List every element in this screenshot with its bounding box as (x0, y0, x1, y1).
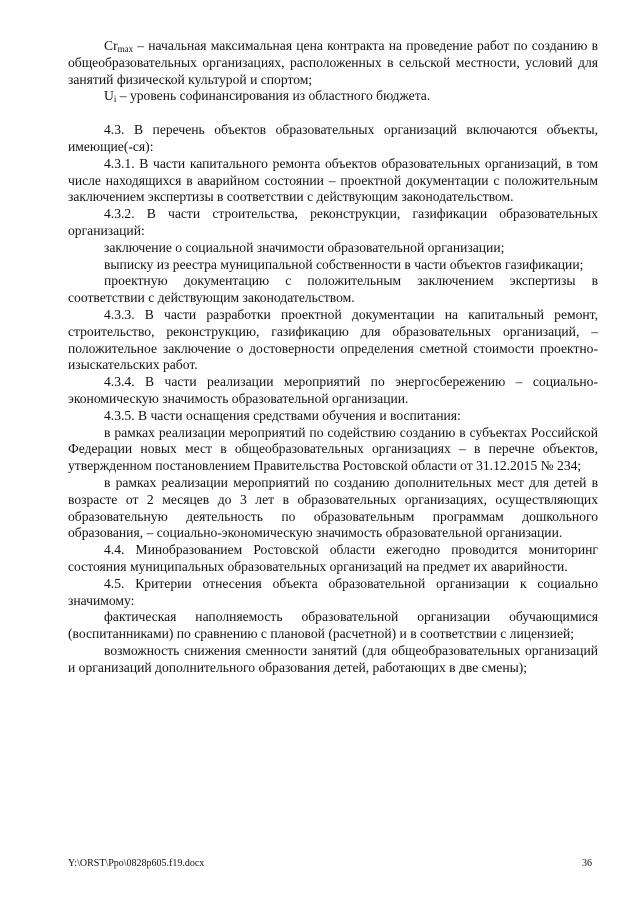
paragraph: 4.4. Минобразованием Ростовской области ежегодно проводится мониторинг состояния муниципальных образовательных организаций на предмет их аварийности. (68, 542, 598, 574)
paragraph: фактическая наполняемость образовательной организации обучающимися (воспитанниками) по сравнению с плановой (расчетной) и в соответствии с лицензией; (68, 609, 598, 642)
paragraph: проектную документацию с положительным заключением экспертизы в соответствии с действующим законодательством. (68, 273, 598, 306)
paragraph: 4.5. Критерии отнесения объекта образовательной организации к социально значимому: (68, 575, 598, 608)
paragraph-gap (68, 105, 598, 122)
paragraph: выписку из реестра муниципальной собственности в части объектов газификации; (104, 256, 584, 272)
paragraph-head: U (104, 88, 114, 104)
paragraph: 4.3.2. В части строительства, реконструкции, газификации образовательных организаций: (68, 206, 598, 238)
paragraph: в рамках реализации мероприятий по содействию созданию в субъектах Российской Федерации новых мест в общеобразовательных организациях – в перечне объектов, утвержденном постановлением Правительства Ростовской области от 31.12.2015 № 234; (68, 424, 598, 474)
footer-file-path: Y:\ORST\Ppo\0828p605.f19.docx (68, 858, 205, 869)
document-body (68, 38, 598, 676)
paragraph: 4.3.5. В части оснащения средствами обучения и воспитания: (104, 407, 461, 423)
page-footer (68, 858, 592, 870)
footer-page-number: 36 (582, 858, 592, 869)
paragraph-tail: – начальная максимальная цена контракта на проведение работ по созданию в общеобразовательных организациях, расположенных в сельской местности, условий для занятий физической культурой и спортом; (68, 38, 598, 87)
paragraph: 4.3.1. В части капитального ремонта объектов образовательных организаций, в том числе находящихся в аварийном состоянии – проектной документации с положительным заключением экспертизы в соответствии с действующим законодательством. (68, 155, 598, 205)
paragraph-head: Cr (104, 38, 118, 53)
paragraph: 4.3.3. В части разработки проектной документации на капитальный ремонт, строительство, реконструкцию, газификацию для образовательных организаций, – положительное заключение о достоверности определения сметной стоимости проектно-изыскательских работ. (68, 306, 598, 373)
paragraph (68, 88, 598, 105)
paragraph (68, 38, 598, 88)
paragraph-sub: i (113, 94, 117, 105)
paragraph: в рамках реализации мероприятий по созданию дополнительных мест для детей в возрасте от 2 месяцев до 3 лет в образовательных организациях, осуществляющих образовательную деятельность по образовательным программам дошкольного образования, – социально-экономическую значимость образовательной организации. (68, 474, 598, 541)
paragraph: 4.3.4. В части реализации мероприятий по энергосбережению – социально-экономическую значимость образовательной организации. (68, 374, 598, 406)
paragraph: возможность снижения сменности занятий (для общеобразовательных организаций и организаций дополнительного образования детей, работающих в две смены); (68, 642, 598, 675)
paragraph-tail: – уровень софинансирования из областного бюджета. (116, 88, 431, 104)
paragraph-sub: max (117, 44, 134, 54)
paragraph: заключение о социальной значимости образовательной организации; (104, 239, 505, 255)
paragraph: 4.3. В перечень объектов образовательных организаций включаются объекты, имеющие(-ся): (68, 122, 598, 154)
